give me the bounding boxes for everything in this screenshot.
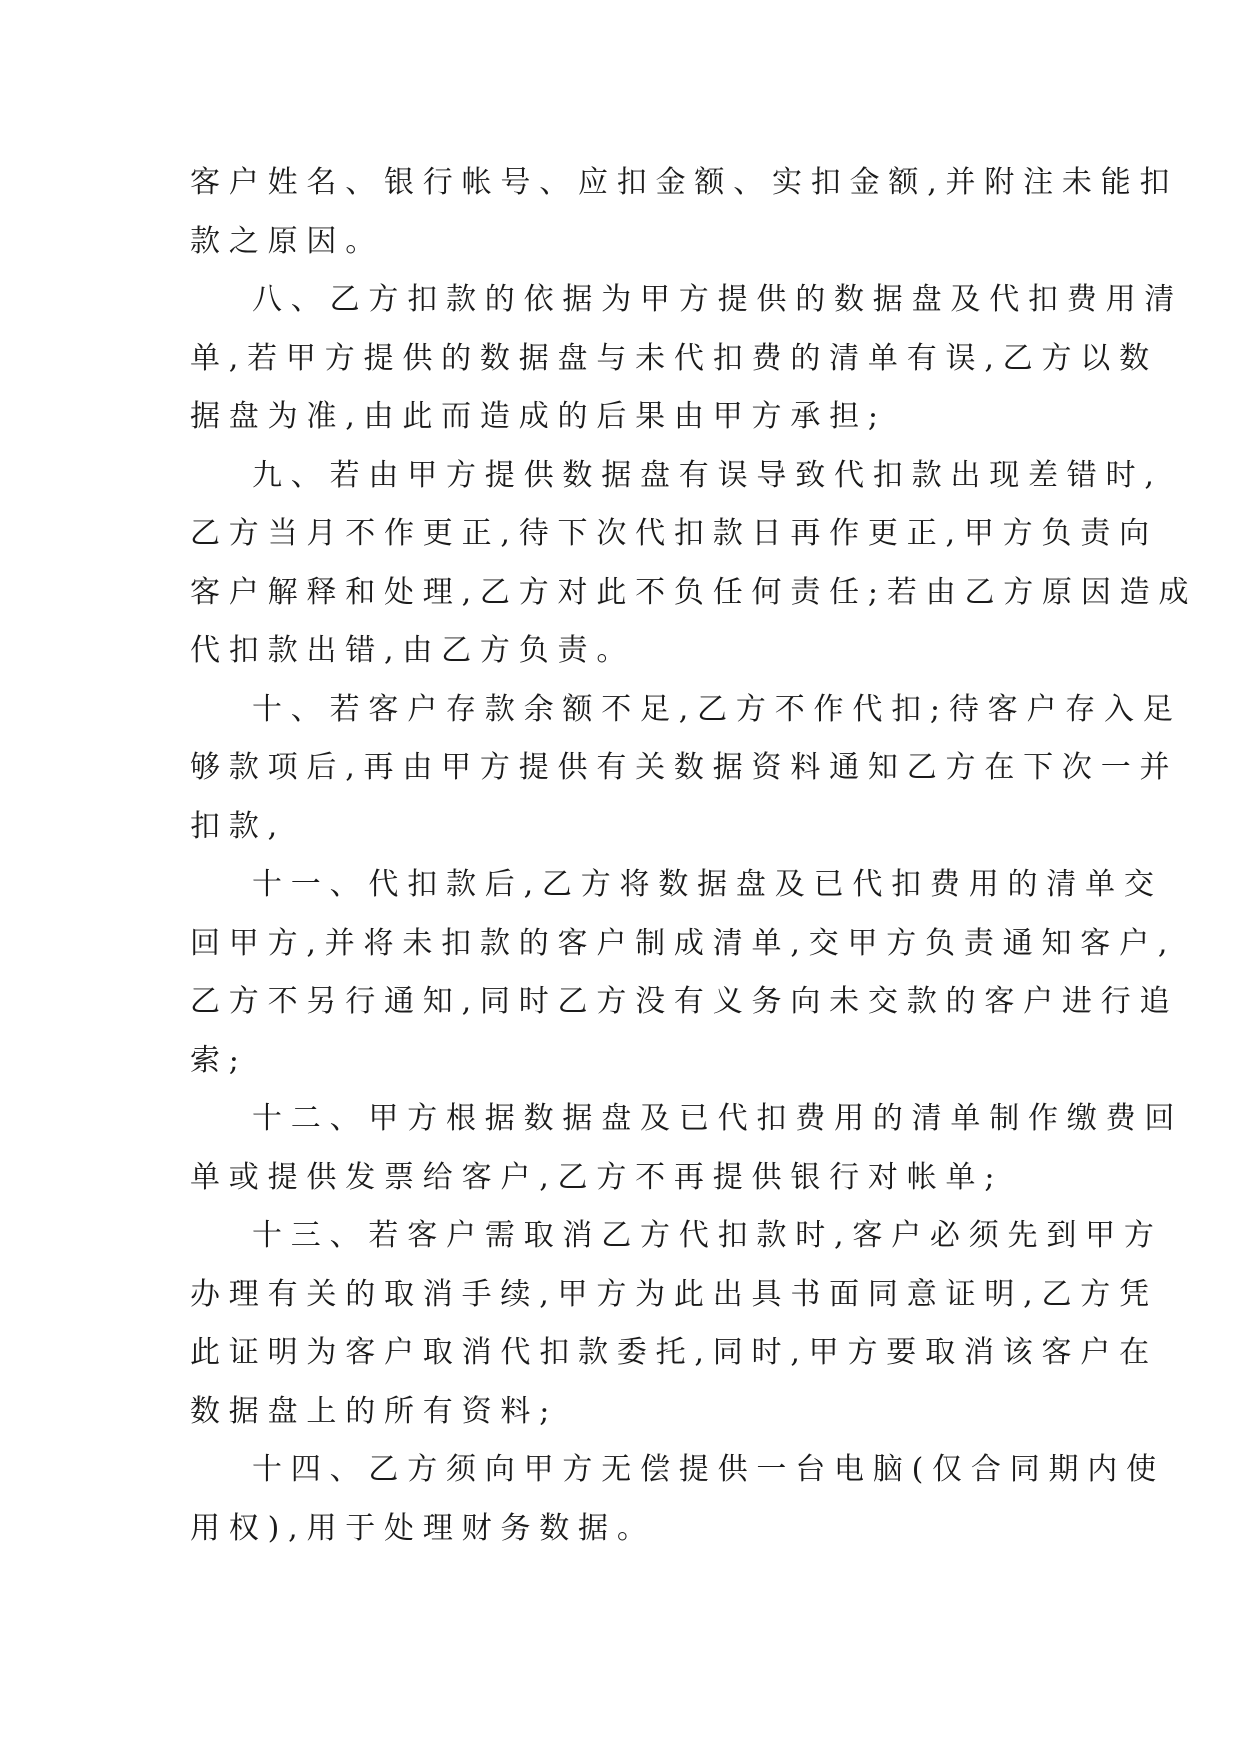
text-line: 乙方不另行通知,同时乙方没有义务向未交款的客户进行追 [190, 984, 1179, 1019]
text-line: 单,若甲方提供的数据盘与未代扣费的清单有误,乙方以数 [190, 340, 1158, 376]
paragraph-clause-14 [190, 1441, 1165, 1558]
text-line: 九、若由甲方提供数据盘有误导致代扣款出现差错时, [252, 457, 1163, 493]
text-line: 八、乙方扣款的依据为甲方提供的数据盘及代扣费用清 [252, 282, 1184, 317]
text-line: 十四、乙方须向甲方无偿提供一台电脑(仅合同期内使 [252, 1452, 1165, 1487]
text-line: 款之原因。 [190, 223, 384, 259]
text-line: 够款项后,再由甲方提供有关数据资料通知乙方在下次一并 [190, 750, 1179, 785]
text-line: 客户解释和处理,乙方对此不负任何责任;若由乙方原因造成 [190, 574, 1198, 610]
text-line: 乙方当月不作更正,待下次代扣款日再作更正,甲方负责向 [190, 516, 1158, 551]
paragraph-clause-12 [190, 1090, 1184, 1207]
text-line: 索; [190, 1042, 248, 1078]
paragraph-clause-10 [190, 681, 1182, 857]
paragraph-clause-9 [190, 447, 1198, 681]
text-line: 十二、甲方根据数据盘及已代扣费用的清单制作缴费回 [252, 1101, 1184, 1136]
text-line: 代扣款出错,由乙方负责。 [190, 633, 636, 668]
paragraph-continued [190, 154, 1179, 271]
text-line: 回甲方,并将未扣款的客户制成清单,交甲方负责通知客户, [190, 925, 1177, 961]
text-line: 此证明为客户取消代扣款委托,同时,甲方要取消该客户在 [190, 1335, 1158, 1370]
text-line: 办理有关的取消手续,甲方为此出具书面同意证明,乙方凭 [190, 1276, 1158, 1312]
text-line: 十一、代扣款后,乙方将数据盘及已代扣费用的清单交 [252, 867, 1163, 902]
text-line: 数据盘上的所有资料; [190, 1393, 559, 1429]
text-line: 用权),用于处理财务数据。 [190, 1510, 656, 1546]
text-line: 十三、若客户需取消乙方代扣款时,客户必须先到甲方 [252, 1218, 1163, 1253]
text-line: 扣款, [190, 808, 286, 844]
paragraph-clause-11 [190, 856, 1179, 1090]
text-line: 十、若客户存款余额不足,乙方不作代扣;待客户存入足 [252, 691, 1182, 727]
paragraph-clause-8 [190, 271, 1184, 447]
text-line: 单或提供发票给客户,乙方不再提供银行对帐单; [190, 1159, 1004, 1195]
text-line: 客户姓名、银行帐号、应扣金额、实扣金额,并附注未能扣 [190, 165, 1179, 200]
text-line: 据盘为准,由此而造成的后果由甲方承担; [190, 399, 887, 434]
document-body [190, 154, 1198, 1558]
paragraph-clause-13 [190, 1207, 1163, 1441]
